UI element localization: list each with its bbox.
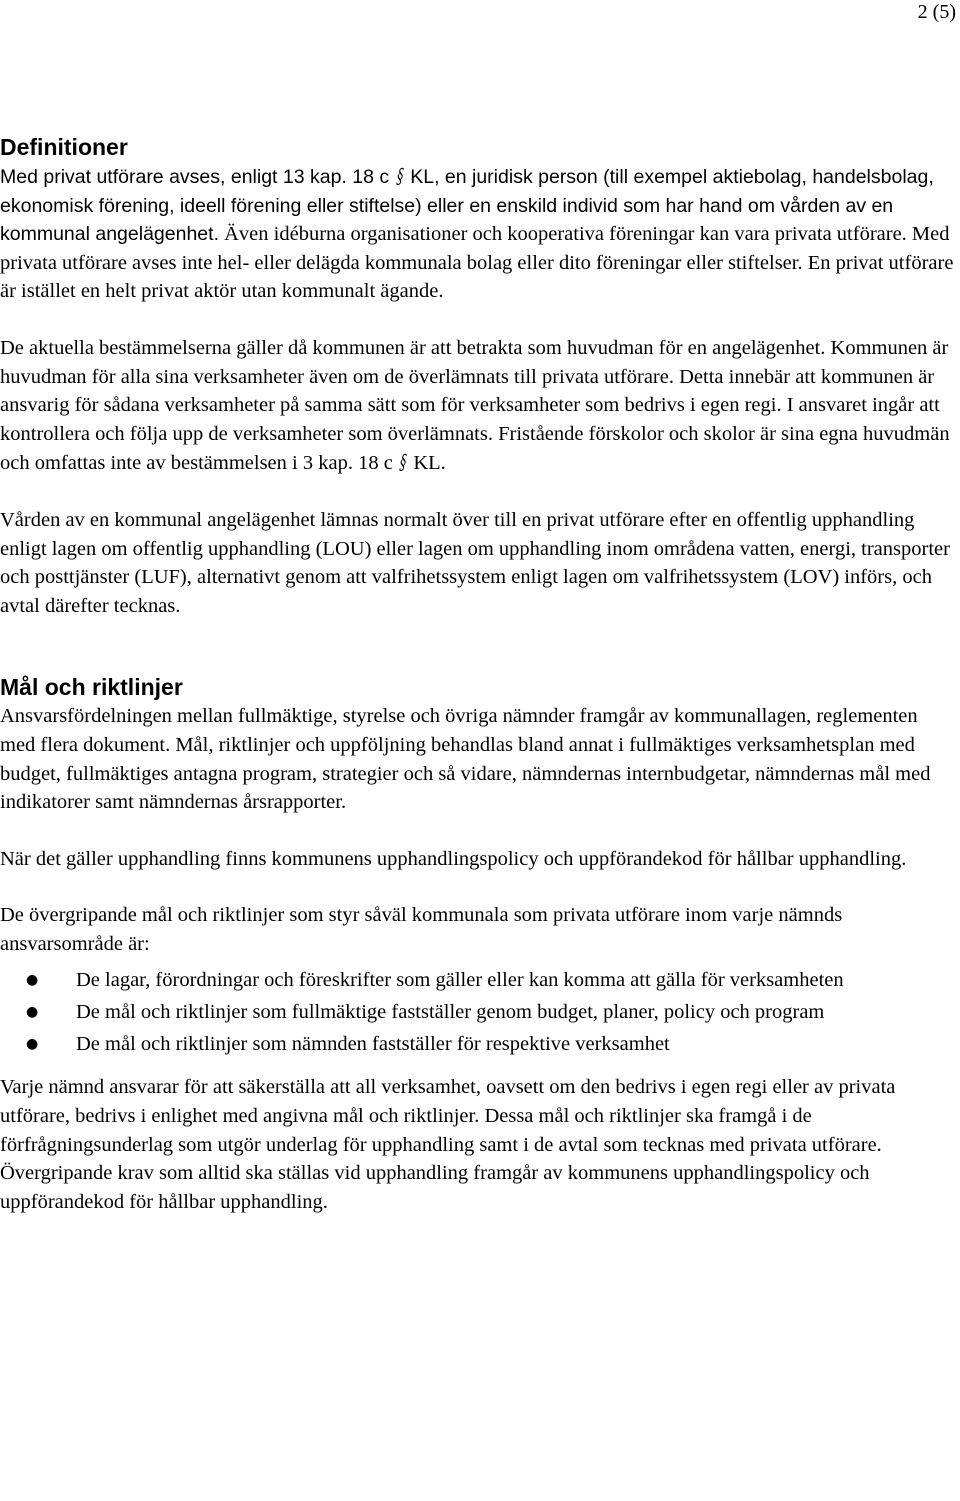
bullet-list xyxy=(0,966,956,1059)
paragraph-huvudman-text: De aktuella bestämmelserna gäller då kommunen är att betrakta som huvudman för en angelägenhet. Kommunen är huvudman för alla sina verksamheter även om de överlämnats till privata utförare. Detta innebär att kommunen är ansvarig för sådana verksamheter på samma sätt som för verksamheter som bedrivs i egen regi. I ansvaret ingår att kontrollera och följa upp de verksamheter som överlämnats. Fristående förskolor och skolor är sina egna huvudmän och omfattas inte av bestämmelsen i 3 kap. 18 c xyxy=(0,336,950,475)
section-heading-mal-och-riktlinjer: Mål och riktlinjer xyxy=(0,674,183,701)
bullet-icon: ● xyxy=(26,972,39,989)
paragraph-definition-serif-rest: Även idéburna organisationer och kooperativa föreningar kan vara privata utförare. Med privata utförare avses inte hel- eller delägda kommunala bolag eller dito föreningar eller stiftelser. En privat utförare är istället en helt privat aktör utan kommunalt ägande. xyxy=(0,223,954,303)
page-number: 2 (5) xyxy=(917,1,956,23)
paragraph-definition-sans-part: Med privat utförare avses, enligt 13 kap. 18 c xyxy=(0,166,395,188)
paragraph-huvudman-end: KL. xyxy=(408,452,446,475)
document-body xyxy=(0,132,956,1216)
bullet-icon: ● xyxy=(26,1036,39,1053)
paragraph-definition xyxy=(0,162,956,306)
section-sign: § xyxy=(397,450,409,475)
paragraph-definition-sans-rest: KL, en juridisk person (till exempel aktiebolag, handelsbolag, ekonomisk förening, ideell förening eller stiftelse) eller en enskild individ som har hand om vården av en kommunal angelägenhet. xyxy=(0,166,934,246)
section-sign: § xyxy=(394,164,406,188)
paragraph-upphandlingspolicy: När det gäller upphandling finns kommunens upphandlingspolicy och uppförandekod för hållbar upphandling. xyxy=(0,847,907,870)
list-item-text: De lagar, förordningar och föreskrifter som gäller eller kan komma att gälla för verksamheten xyxy=(76,969,844,992)
paragraph-namndansvar: Varje nämnd ansvarar för att säkerställa att all verksamhet, oavsett om den bedrivs i egen regi eller av privata utförare, bedrivs i enlighet med angivna mål och riktlinjer. Dessa mål och riktlinjer ska framgå i de förfrågningsunderlag som utgör underlag för upphandling samt i de avtal som tecknas med privata utförare. Övergripande krav som alltid ska ställas vid upphandling framgår av kommunens upphandlingspolicy och uppförandekod för hållbar upphandling. xyxy=(0,1076,896,1213)
list-item-text: De mål och riktlinjer som nämnden fastställer för respektive verksamhet xyxy=(76,1033,670,1056)
list-item xyxy=(0,966,956,995)
section-heading-definitioner: Definitioner xyxy=(0,134,128,160)
list-item xyxy=(0,998,956,1027)
list-item-text: De mål och riktlinjer som fullmäktige fastställer genom budget, planer, policy och program xyxy=(76,1001,825,1024)
paragraph-overgripande-mal: De övergripande mål och riktlinjer som styr såväl kommunala som privata utförare inom varje nämnds ansvarsområde är: xyxy=(0,904,843,955)
bullet-icon: ● xyxy=(26,1004,39,1021)
paragraph-ansvarsfordelning: Ansvarsfördelningen mellan fullmäktige, styrelse och övriga nämnder framgår av kommunallagen, reglementen med flera dokument. Mål, riktlinjer och uppföljning behandlas bland annat i fullmäktiges verksamhetsplan med budget, fullmäktiges antagna program, strategier och så vidare, nämndernas internbudgetar, nämndernas mål med indikatorer samt nämndernas årsrapporter. xyxy=(0,705,931,814)
paragraph-upphandling: Vården av en kommunal angelägenhet lämnas normalt över till en privat utförare efter en offentlig upphandling enligt lagen om offentlig upphandling (LOU) eller lagen om upphandling inom områdena vatten, energi, transporter och posttjänster (LUF), alternativt genom att valfrihetssystem enligt lagen om valfrihetssystem (LOV) införs, och avtal därefter tecknas. xyxy=(0,508,950,617)
paragraph-huvudman xyxy=(0,334,956,478)
list-item xyxy=(0,1030,956,1059)
